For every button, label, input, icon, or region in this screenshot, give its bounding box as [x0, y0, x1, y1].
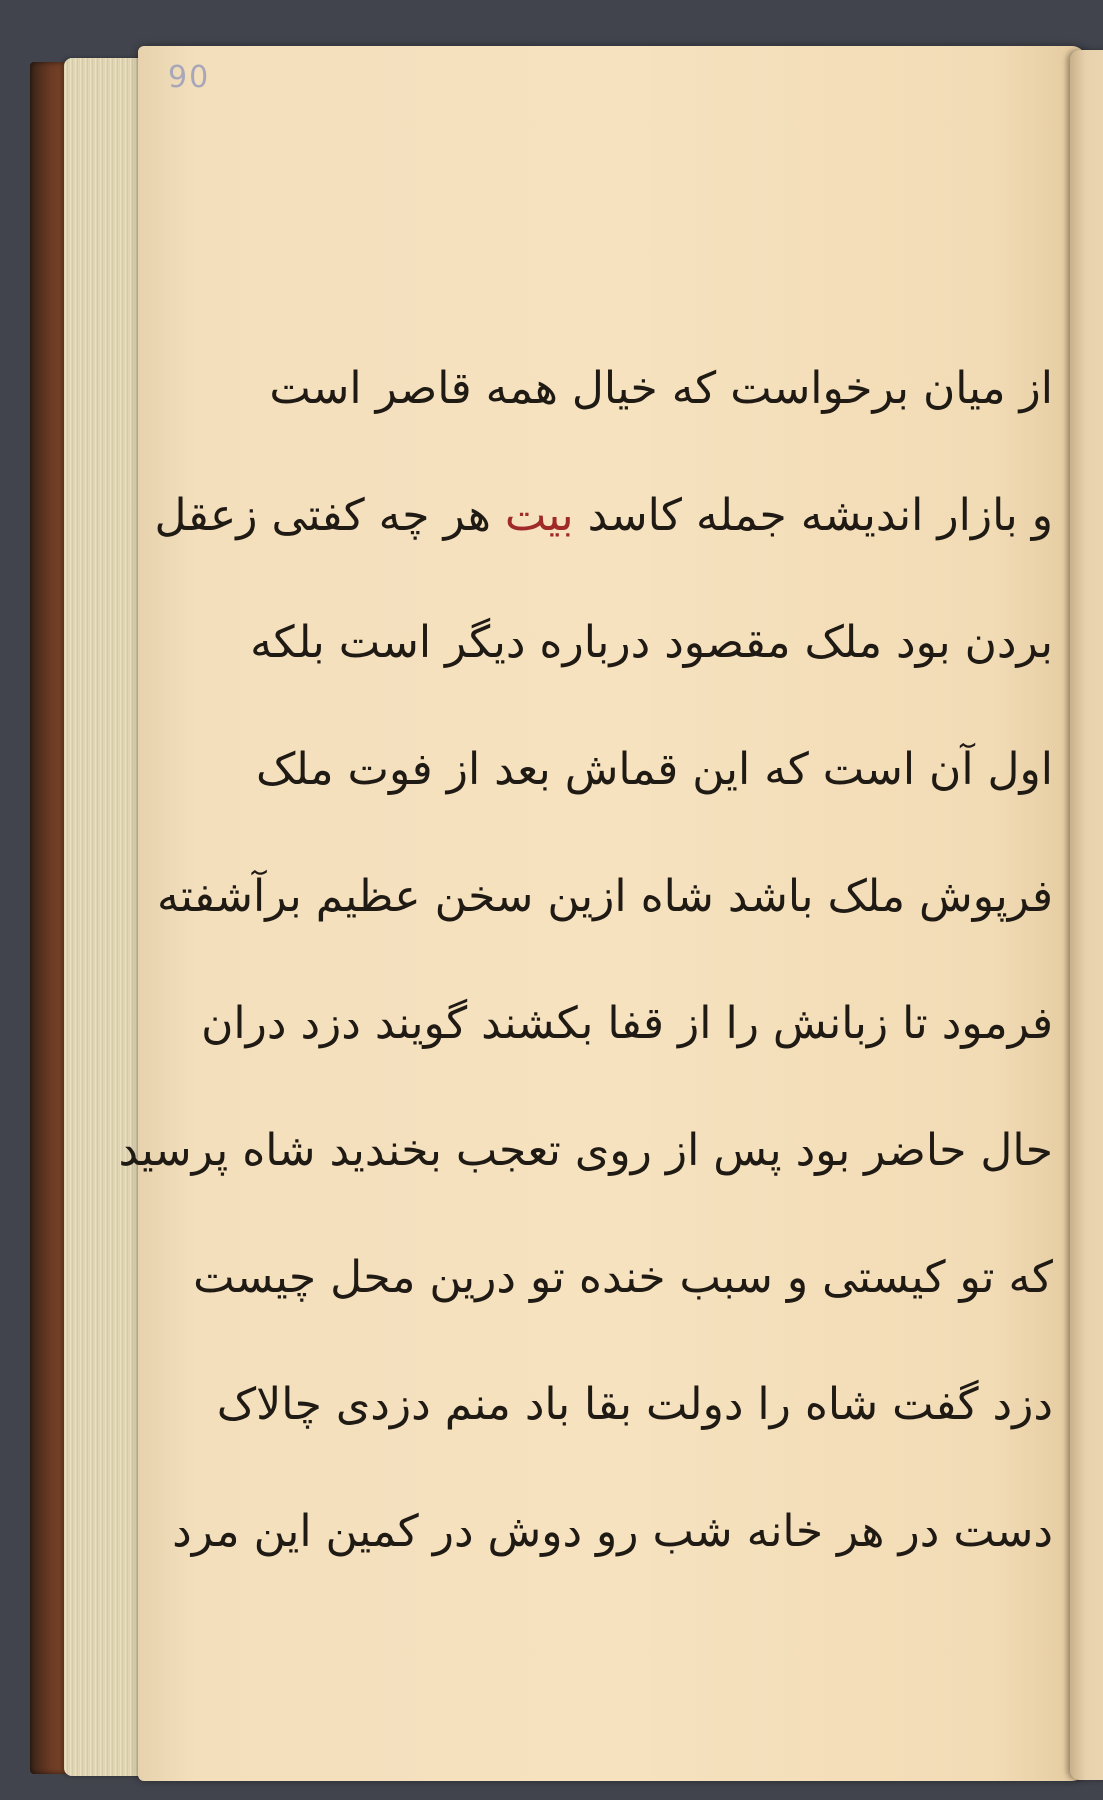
- text-line-1: از میان برخواست که خیال همه قاصر است: [269, 363, 1053, 414]
- text-line-9: دزد گفت شاه را دولت بقا باد منم دزدی چالاک: [216, 1379, 1053, 1430]
- text-line-10: دست در هر خانه شب رو دوش در کمین این مرد: [172, 1506, 1053, 1557]
- text-line-3: بردن بود ملک مقصود درباره دیگر است بلکه: [250, 617, 1053, 668]
- text-line-6: فرمود تا زبانش را از قفا بکشند گویند دزد دران: [201, 998, 1053, 1049]
- text-line-7: حال حاضر بود پس از روی تعجب بخندید شاه پرسید: [118, 1125, 1053, 1176]
- manuscript-text: [118, 325, 1053, 1595]
- folio-number: 90: [168, 60, 211, 95]
- text-line-4: اول آن است که این قماش بعد از فوت ملک: [256, 744, 1053, 795]
- text-line-5: فرپوش ملک باشد شاه ازین سخن عظیم برآشفته: [157, 871, 1053, 922]
- text-line-2: [154, 452, 1053, 579]
- text-line-2-part-1: و بازار اندیشه جمله کاسد: [587, 490, 1053, 541]
- rubric-marker: بیت: [504, 490, 574, 541]
- text-line-2-part-2: هر چه کفتی زعقل: [154, 490, 491, 541]
- text-line-8: که تو کیستی و سبب خنده تو درین محل چیست: [193, 1252, 1053, 1303]
- facing-page: [1070, 50, 1103, 1780]
